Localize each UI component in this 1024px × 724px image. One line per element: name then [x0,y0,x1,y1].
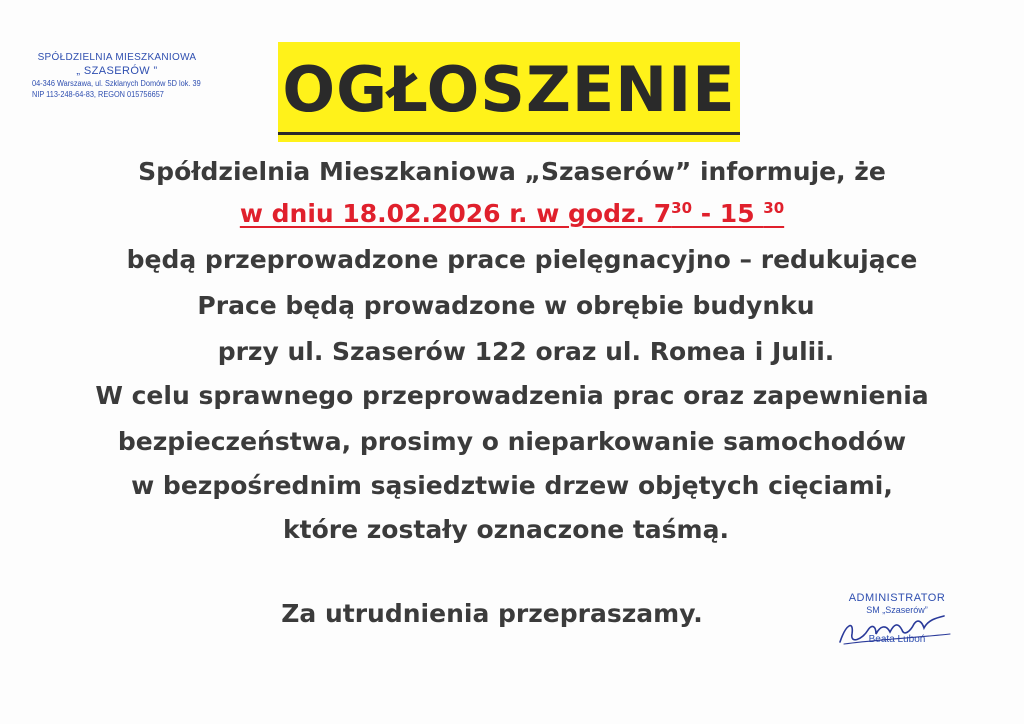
body-date-line [0,198,1024,230]
cooperative-stamp [32,52,202,100]
stamp-line-2: „ SZASERÓW ” [76,65,158,77]
body-line-3: będą przeprowadzone prace pielęgnacyjno – redukujące [126,245,918,274]
date-prefix: w dniu 18.02.2026 r. w godz. 7 [239,199,672,228]
signature-role: ADMINISTRATOR [848,592,946,604]
time-start-minutes: 30 [671,199,693,217]
body-line-4: Prace będą prowadzone w obrębie budynku [197,291,815,320]
body-line-7: bezpieczeństwa, prosimy o nieparkowanie samochodów [117,427,907,456]
body-line-1: Spółdzielnia Mieszkaniowa „Szaserów” informuje, że [138,157,886,186]
handwritten-signature-icon [832,610,962,650]
signature-name: Beata Luboń [868,634,926,645]
body-line-9: które zostały oznaczone taśmą. [283,515,729,544]
administrator-signature-block [832,592,962,646]
time-separator: - 15 [692,199,764,228]
title-underline [278,132,740,135]
body-line-5: przy ul. Szaserów 122 oraz ul. Romea i Julii. [217,337,835,366]
stamp-address: 04-346 Warszawa, ul. Szklanych Domów 5D lok. 39 [32,79,201,88]
page-title: OGŁOSZENIE [282,53,736,126]
date-time-text [240,199,784,228]
stamp-nip-regon: NIP 113-248-64-83, REGON 015756657 [32,90,164,99]
signature-org: SM „Szaserów” [866,605,928,615]
body-line-6: W celu sprawnego przeprowadzenia prac oraz zapewnienia [95,381,929,410]
time-end-minutes: 30 [763,199,785,217]
body-line-8: w bezpośrednim sąsiedztwie drzew objętych cięciami, [131,471,893,500]
stamp-line-1: SPÓŁDZIELNIA MIESZKANIOWA [37,52,197,63]
closing-line: Za utrudnienia przepraszamy. [281,599,703,628]
